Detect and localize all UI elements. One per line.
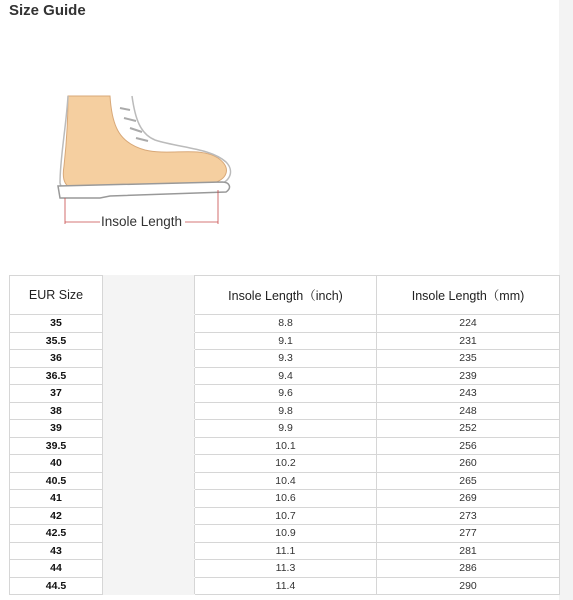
- insole-mm-cell: 239: [377, 367, 560, 385]
- header-insole-mm: Insole Length（mm): [377, 276, 560, 315]
- eur-size-cell: 39.5: [10, 437, 103, 455]
- insole-inch-cell: 10.2: [195, 455, 377, 473]
- eur-size-cell: 41: [10, 490, 103, 508]
- table-row: [10, 472, 560, 490]
- blank-cell: [103, 560, 195, 578]
- header-insole-inch: Insole Length（inch): [195, 276, 377, 315]
- insole-inch-cell: 10.1: [195, 437, 377, 455]
- table-row: [10, 560, 560, 578]
- header-blank: [103, 276, 195, 315]
- insole-length-label: Insole Length: [101, 214, 183, 229]
- eur-size-cell: 36.5: [10, 367, 103, 385]
- eur-size-cell: 35: [10, 315, 103, 333]
- size-table-header-row: [10, 276, 560, 315]
- table-row: [10, 420, 560, 438]
- header-eur-size: EUR Size: [10, 276, 103, 315]
- insole-mm-cell: 243: [377, 385, 560, 403]
- eur-size-cell: 40: [10, 455, 103, 473]
- shoe-laces: [120, 108, 148, 141]
- insole-inch-cell: 10.7: [195, 507, 377, 525]
- blank-cell: [103, 350, 195, 368]
- insole-inch-cell: 11.1: [195, 542, 377, 560]
- insole-mm-cell: 235: [377, 350, 560, 368]
- insole-mm-cell: 290: [377, 577, 560, 595]
- insole-mm-cell: 256: [377, 437, 560, 455]
- table-row: [10, 367, 560, 385]
- table-row: [10, 437, 560, 455]
- eur-size-cell: 44.5: [10, 577, 103, 595]
- blank-cell: [103, 455, 195, 473]
- insole-mm-cell: 277: [377, 525, 560, 543]
- table-row: [10, 350, 560, 368]
- table-row: [10, 332, 560, 350]
- table-row: [10, 490, 560, 508]
- eur-size-cell: 43: [10, 542, 103, 560]
- blank-cell: [103, 525, 195, 543]
- insole-inch-cell: 8.8: [195, 315, 377, 333]
- blank-cell: [103, 490, 195, 508]
- eur-size-cell: 42: [10, 507, 103, 525]
- insole-inch-cell: 9.9: [195, 420, 377, 438]
- table-row: [10, 542, 560, 560]
- eur-size-cell: 36: [10, 350, 103, 368]
- table-row: [10, 315, 560, 333]
- table-row: [10, 385, 560, 403]
- insole-mm-cell: 265: [377, 472, 560, 490]
- insole-mm-cell: 269: [377, 490, 560, 508]
- insole-mm-cell: 231: [377, 332, 560, 350]
- eur-size-cell: 37: [10, 385, 103, 403]
- insole-inch-cell: 9.1: [195, 332, 377, 350]
- foot-shape: [63, 96, 226, 190]
- insole-inch-cell: 10.4: [195, 472, 377, 490]
- insole-inch-cell: 9.3: [195, 350, 377, 368]
- page-edge-strip: [559, 0, 573, 600]
- insole-mm-cell: 281: [377, 542, 560, 560]
- insole-inch-cell: 9.8: [195, 402, 377, 420]
- blank-cell: [103, 542, 195, 560]
- eur-size-cell: 42.5: [10, 525, 103, 543]
- insole-inch-cell: 9.6: [195, 385, 377, 403]
- insole-inch-cell: 9.4: [195, 367, 377, 385]
- insole-inch-cell: 11.3: [195, 560, 377, 578]
- insole-mm-cell: 248: [377, 402, 560, 420]
- blank-cell: [103, 437, 195, 455]
- insole-mm-cell: 286: [377, 560, 560, 578]
- blank-cell: [103, 577, 195, 595]
- size-table: [9, 275, 560, 595]
- blank-cell: [103, 402, 195, 420]
- table-row: [10, 507, 560, 525]
- blank-cell: [103, 420, 195, 438]
- blank-cell: [103, 367, 195, 385]
- page-title: Size Guide: [9, 2, 86, 19]
- eur-size-cell: 38: [10, 402, 103, 420]
- eur-size-cell: 39: [10, 420, 103, 438]
- table-row: [10, 525, 560, 543]
- blank-cell: [103, 315, 195, 333]
- blank-cell: [103, 385, 195, 403]
- eur-size-cell: 44: [10, 560, 103, 578]
- table-row: [10, 577, 560, 595]
- insole-mm-cell: 260: [377, 455, 560, 473]
- insole-mm-cell: 252: [377, 420, 560, 438]
- insole-inch-cell: 10.6: [195, 490, 377, 508]
- insole-mm-cell: 273: [377, 507, 560, 525]
- insole-inch-cell: 10.9: [195, 525, 377, 543]
- eur-size-cell: 40.5: [10, 472, 103, 490]
- blank-cell: [103, 332, 195, 350]
- table-row: [10, 402, 560, 420]
- blank-cell: [103, 507, 195, 525]
- insole-inch-cell: 11.4: [195, 577, 377, 595]
- blank-cell: [103, 472, 195, 490]
- eur-size-cell: 35.5: [10, 332, 103, 350]
- table-row: [10, 455, 560, 473]
- insole-mm-cell: 224: [377, 315, 560, 333]
